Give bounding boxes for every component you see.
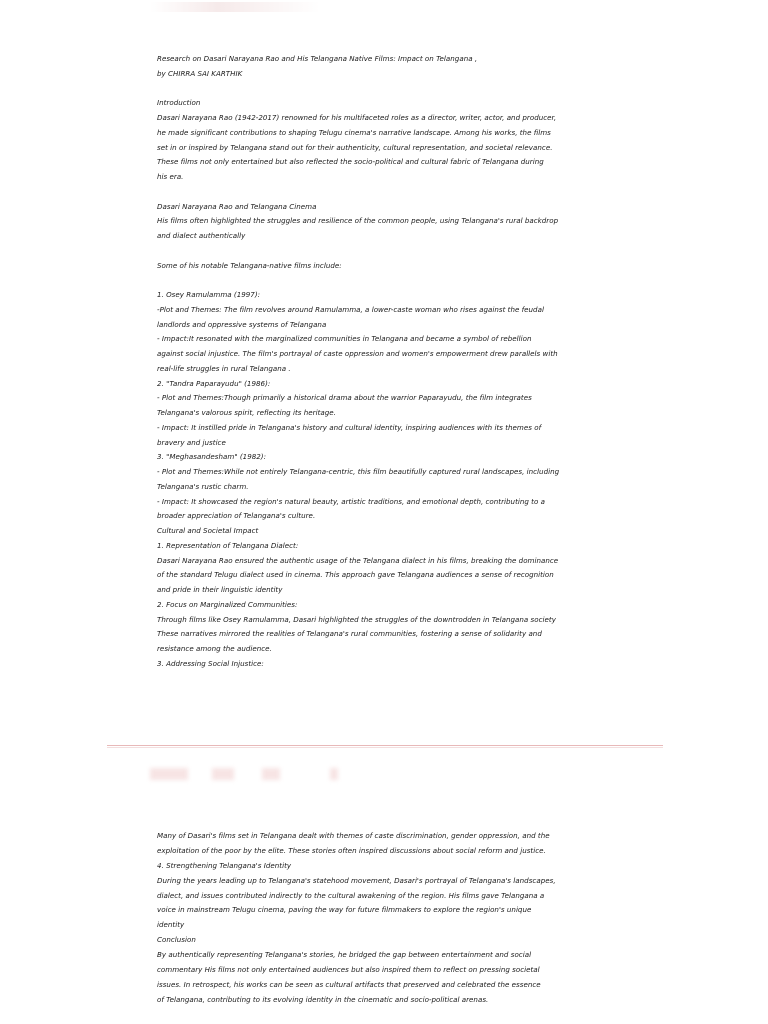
text-line: and dialect authentically (157, 231, 246, 240)
text-line: issues. In retrospect, his works can be seen as cultural artifacts that preserved and celebrated the essence (157, 979, 541, 989)
page-1-text (157, 52, 637, 672)
text-line: commentary His films not only entertained audiences but also inspired them to reflect on pressing societal (157, 965, 540, 975)
text-line: These narratives mirrored the realities of Telangana's rural communities, fostering a sense of solidarity and (157, 629, 542, 639)
blank-line (157, 244, 637, 259)
text-line: -Plot and Themes: The film revolves around Ramulamma, a lower-caste woman who rises against the feudal (157, 304, 544, 314)
blank-line (157, 273, 637, 288)
text-line: Through films like Osey Ramulamma, Dasari highlighted the struggles of the downtrodden in Telangana society (157, 614, 556, 624)
text-line: of the standard Telugu dialect used in cinema. This approach gave Telangana audiences a sense of recognition (157, 570, 554, 580)
text-line: These films not only entertained but also reflected the socio-political and cultural fabric of Telangana during (157, 157, 544, 167)
scan-mark (150, 768, 188, 780)
scan-smudge (150, 2, 320, 12)
text-line: Dasari Narayana Rao (1942-2017) renowned for his multifaceted roles as a director, writer, actor, and producer, (157, 113, 557, 122)
text-line: bravery and justice (157, 437, 226, 447)
text-line: - Impact:It resonated with the marginalized communities in Telangana and became a symbol of rebellion (157, 334, 532, 344)
text-line: By authentically representing Telangana's stories, he bridged the gap between entertainment and social (157, 950, 532, 960)
text-line: broader appreciation of Telangana's culture. (157, 511, 316, 521)
text-line: Cultural and Societal Impact (157, 526, 259, 535)
scan-mark (212, 768, 234, 780)
text-line: identity (157, 920, 185, 930)
page-2-text (157, 829, 637, 1008)
text-line: Many of Dasari's films set in Telangana dealt with themes of caste discrimination, gender oppression, and the (157, 831, 550, 840)
text-line: Dasari Narayana Rao ensured the authentic usage of the Telangana dialect in his films, breaking the dominance (157, 555, 559, 565)
text-line: landlords and oppressive systems of Telangana (157, 319, 327, 329)
text-line: resistance among the audience. (157, 644, 272, 653)
text-line: exploitation of the poor by the elite. These stories often inspired discussions about social reform and justice. (157, 845, 546, 855)
text-line: set in or inspired by Telangana stand out for their authenticity, cultural representation, and societal relevance. (157, 142, 553, 152)
text-line: Introduction (157, 98, 201, 108)
text-line: 3. Addressing Social Injustice: (157, 658, 264, 668)
text-line: - Impact: It showcased the region's natural beauty, artistic traditions, and emotional depth, contributing to a (157, 496, 545, 506)
text-line: Conclusion (157, 935, 196, 945)
text-line: Research on Dasari Narayana Rao and His Telangana Native Films: Impact on Telangana , (157, 54, 478, 63)
scan-mark (262, 768, 280, 780)
text-line: His films often highlighted the struggles and resilience of the common people, using Telangana's rural backdrop (157, 216, 559, 226)
text-line: Dasari Narayana Rao and Telangana Cinema (157, 201, 317, 211)
text-line: During the years leading up to Telangana's statehood movement, Dasari's portrayal of Telangana's landscapes, (157, 875, 556, 885)
text-line: dialect, and issues contributed indirectly to the cultural awakening of the region. His films gave Telangana a (157, 890, 545, 900)
text-line: 1. Osey Ramulamma (1997): (157, 290, 261, 299)
text-line: - Plot and Themes:Though primarily a historical drama about the warrior Paparayudu, the film integrates (157, 393, 532, 403)
text-line: 4. Strengthening Telangana's Identity (157, 860, 292, 870)
text-line: 2. "Tandra Paparayudu" (1986): (157, 378, 271, 388)
text-line: against social injustice. The film's portrayal of caste oppression and women's empowerment drew parallels with (157, 349, 558, 358)
text-line: real-life struggles in rural Telangana . (157, 363, 291, 373)
text-line: and pride in their linguistic identity (157, 585, 283, 594)
text-line: voice in mainstream Telugu cinema, paving the way for future filmmakers to explore the region's unique (157, 905, 532, 915)
text-line: his era. (157, 172, 184, 181)
text-line: Telangana's rustic charm. (157, 481, 249, 491)
text-line: 1. Representation of Telangana Dialect: (157, 540, 299, 550)
text-line: - Impact: It instilled pride in Telangana's history and cultural identity, inspiring audiences with its themes of (157, 422, 542, 432)
page-break-shadow (107, 747, 663, 748)
text-line: of Telangana, contributing to its evolving identity in the cinematic and socio-political arenas. (157, 994, 489, 1004)
scan-mark (330, 768, 338, 780)
blank-line (157, 185, 637, 200)
text-line: - Plot and Themes:While not entirely Telangana-centric, this film beautifully captured rural landscapes, including (157, 467, 560, 476)
text-line: 3. "Meghasandesham" (1982): (157, 452, 267, 462)
text-line: he made significant contributions to shaping Telugu cinema's narrative landscape. Among his works, the films (157, 127, 551, 137)
text-line: Some of his notable Telangana-native films include: (157, 260, 342, 270)
page-break-divider (107, 745, 663, 746)
text-line: Telangana's valorous spirit, reflecting its heritage. (157, 408, 336, 417)
blank-line (157, 82, 637, 97)
text-line: 2. Focus on Marginalized Communities: (157, 599, 298, 609)
text-line: by CHIRRA SAI KARTHIK (157, 68, 243, 78)
